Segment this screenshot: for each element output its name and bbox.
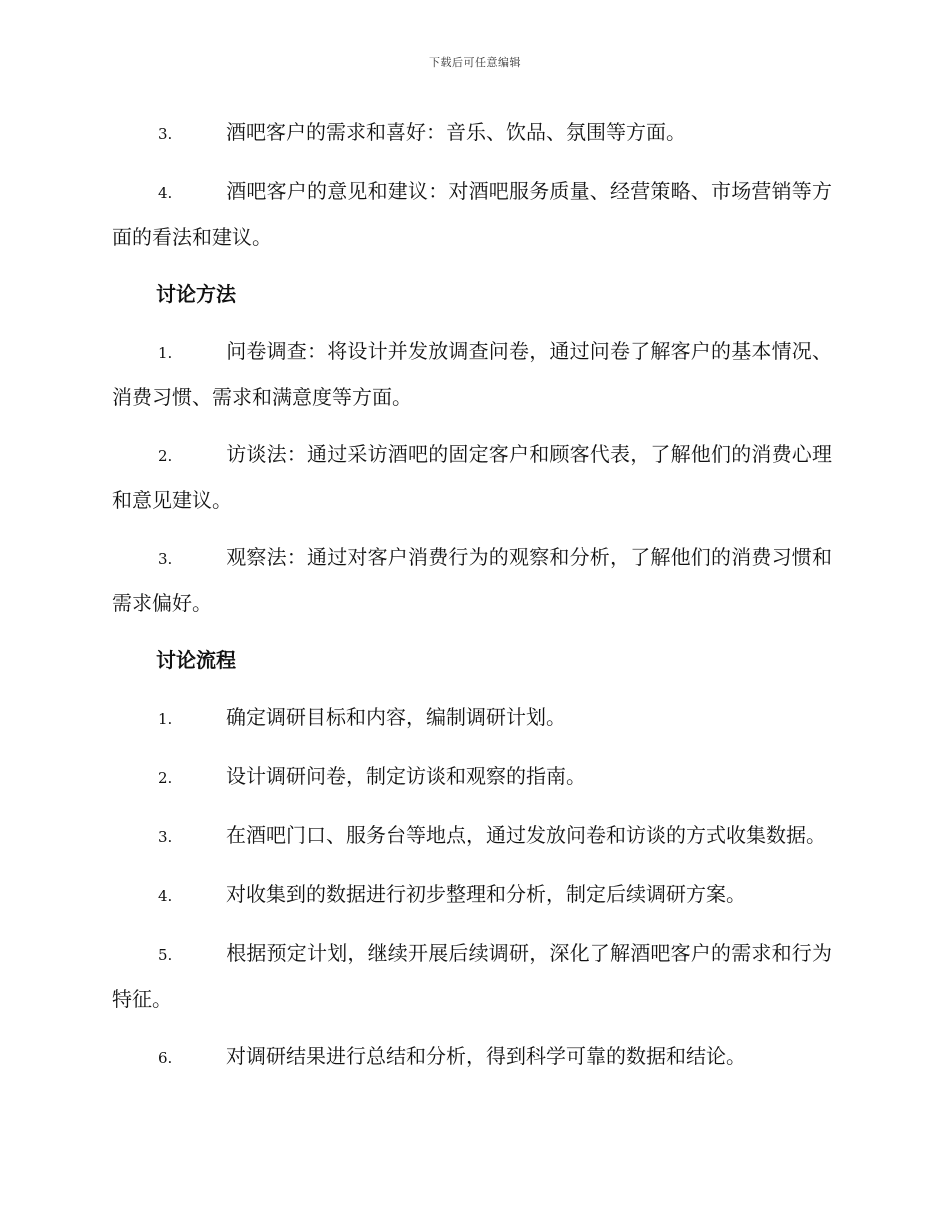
list-item-text: 确定调研目标和内容，编制调研计划。 bbox=[226, 705, 566, 729]
list-item-number: 1. bbox=[158, 344, 173, 362]
list-item-number: 2. bbox=[158, 447, 173, 465]
list-item-text: 观察法：通过对客户消费行为的观察和分析，了解他们的消费习惯和需求偏好。 bbox=[112, 545, 832, 615]
list-item bbox=[112, 110, 832, 156]
section-title-process: 讨论流程 bbox=[156, 648, 236, 672]
list-item-text: 酒吧客户的意见和建议：对酒吧服务质量、经营策略、市场营销等方面的看法和建议。 bbox=[112, 179, 832, 249]
list-item-text: 对调研结果进行总结和分析，得到科学可靠的数据和结论。 bbox=[226, 1044, 746, 1068]
section-title-methods: 讨论方法 bbox=[156, 282, 236, 306]
document-body bbox=[112, 110, 832, 1093]
list-item bbox=[112, 813, 832, 859]
list-item bbox=[112, 754, 832, 800]
list-item-number: 2. bbox=[158, 769, 173, 787]
list-item bbox=[112, 535, 832, 625]
list-item bbox=[112, 931, 832, 1021]
list-item-text: 对收集到的数据进行初步整理和分析，制定后续调研方案。 bbox=[226, 882, 746, 906]
list-item-text: 访谈法：通过采访酒吧的固定客户和顾客代表，了解他们的消费心理和意见建议。 bbox=[112, 442, 832, 512]
list-item-number: 4. bbox=[158, 184, 173, 202]
list-item bbox=[112, 169, 832, 259]
list-item-text: 设计调研问卷，制定访谈和观察的指南。 bbox=[226, 764, 586, 788]
page-header-note: 下载后可任意编辑 bbox=[429, 56, 521, 69]
list-item-text: 问卷调查：将设计并发放调查问卷，通过问卷了解客户的基本情况、消费习惯、需求和满意度等方面。 bbox=[112, 339, 832, 409]
list-item-number: 3. bbox=[158, 125, 173, 143]
list-item-number: 5. bbox=[158, 946, 173, 964]
list-item-number: 4. bbox=[158, 887, 173, 905]
list-item-text: 根据预定计划，继续开展后续调研，深化了解酒吧客户的需求和行为特征。 bbox=[112, 941, 832, 1011]
list-item-text: 在酒吧门口、服务台等地点，通过发放问卷和访谈的方式收集数据。 bbox=[226, 823, 826, 847]
list-item bbox=[112, 695, 832, 741]
list-item-number: 3. bbox=[158, 550, 173, 568]
list-item-number: 3. bbox=[158, 828, 173, 846]
list-item bbox=[112, 432, 832, 522]
list-item bbox=[112, 1034, 832, 1080]
list-item-text: 酒吧客户的需求和喜好：音乐、饮品、氛围等方面。 bbox=[226, 120, 686, 144]
list-item bbox=[112, 329, 832, 419]
list-item bbox=[112, 872, 832, 918]
list-item-number: 1. bbox=[158, 710, 173, 728]
list-item-number: 6. bbox=[158, 1049, 173, 1067]
